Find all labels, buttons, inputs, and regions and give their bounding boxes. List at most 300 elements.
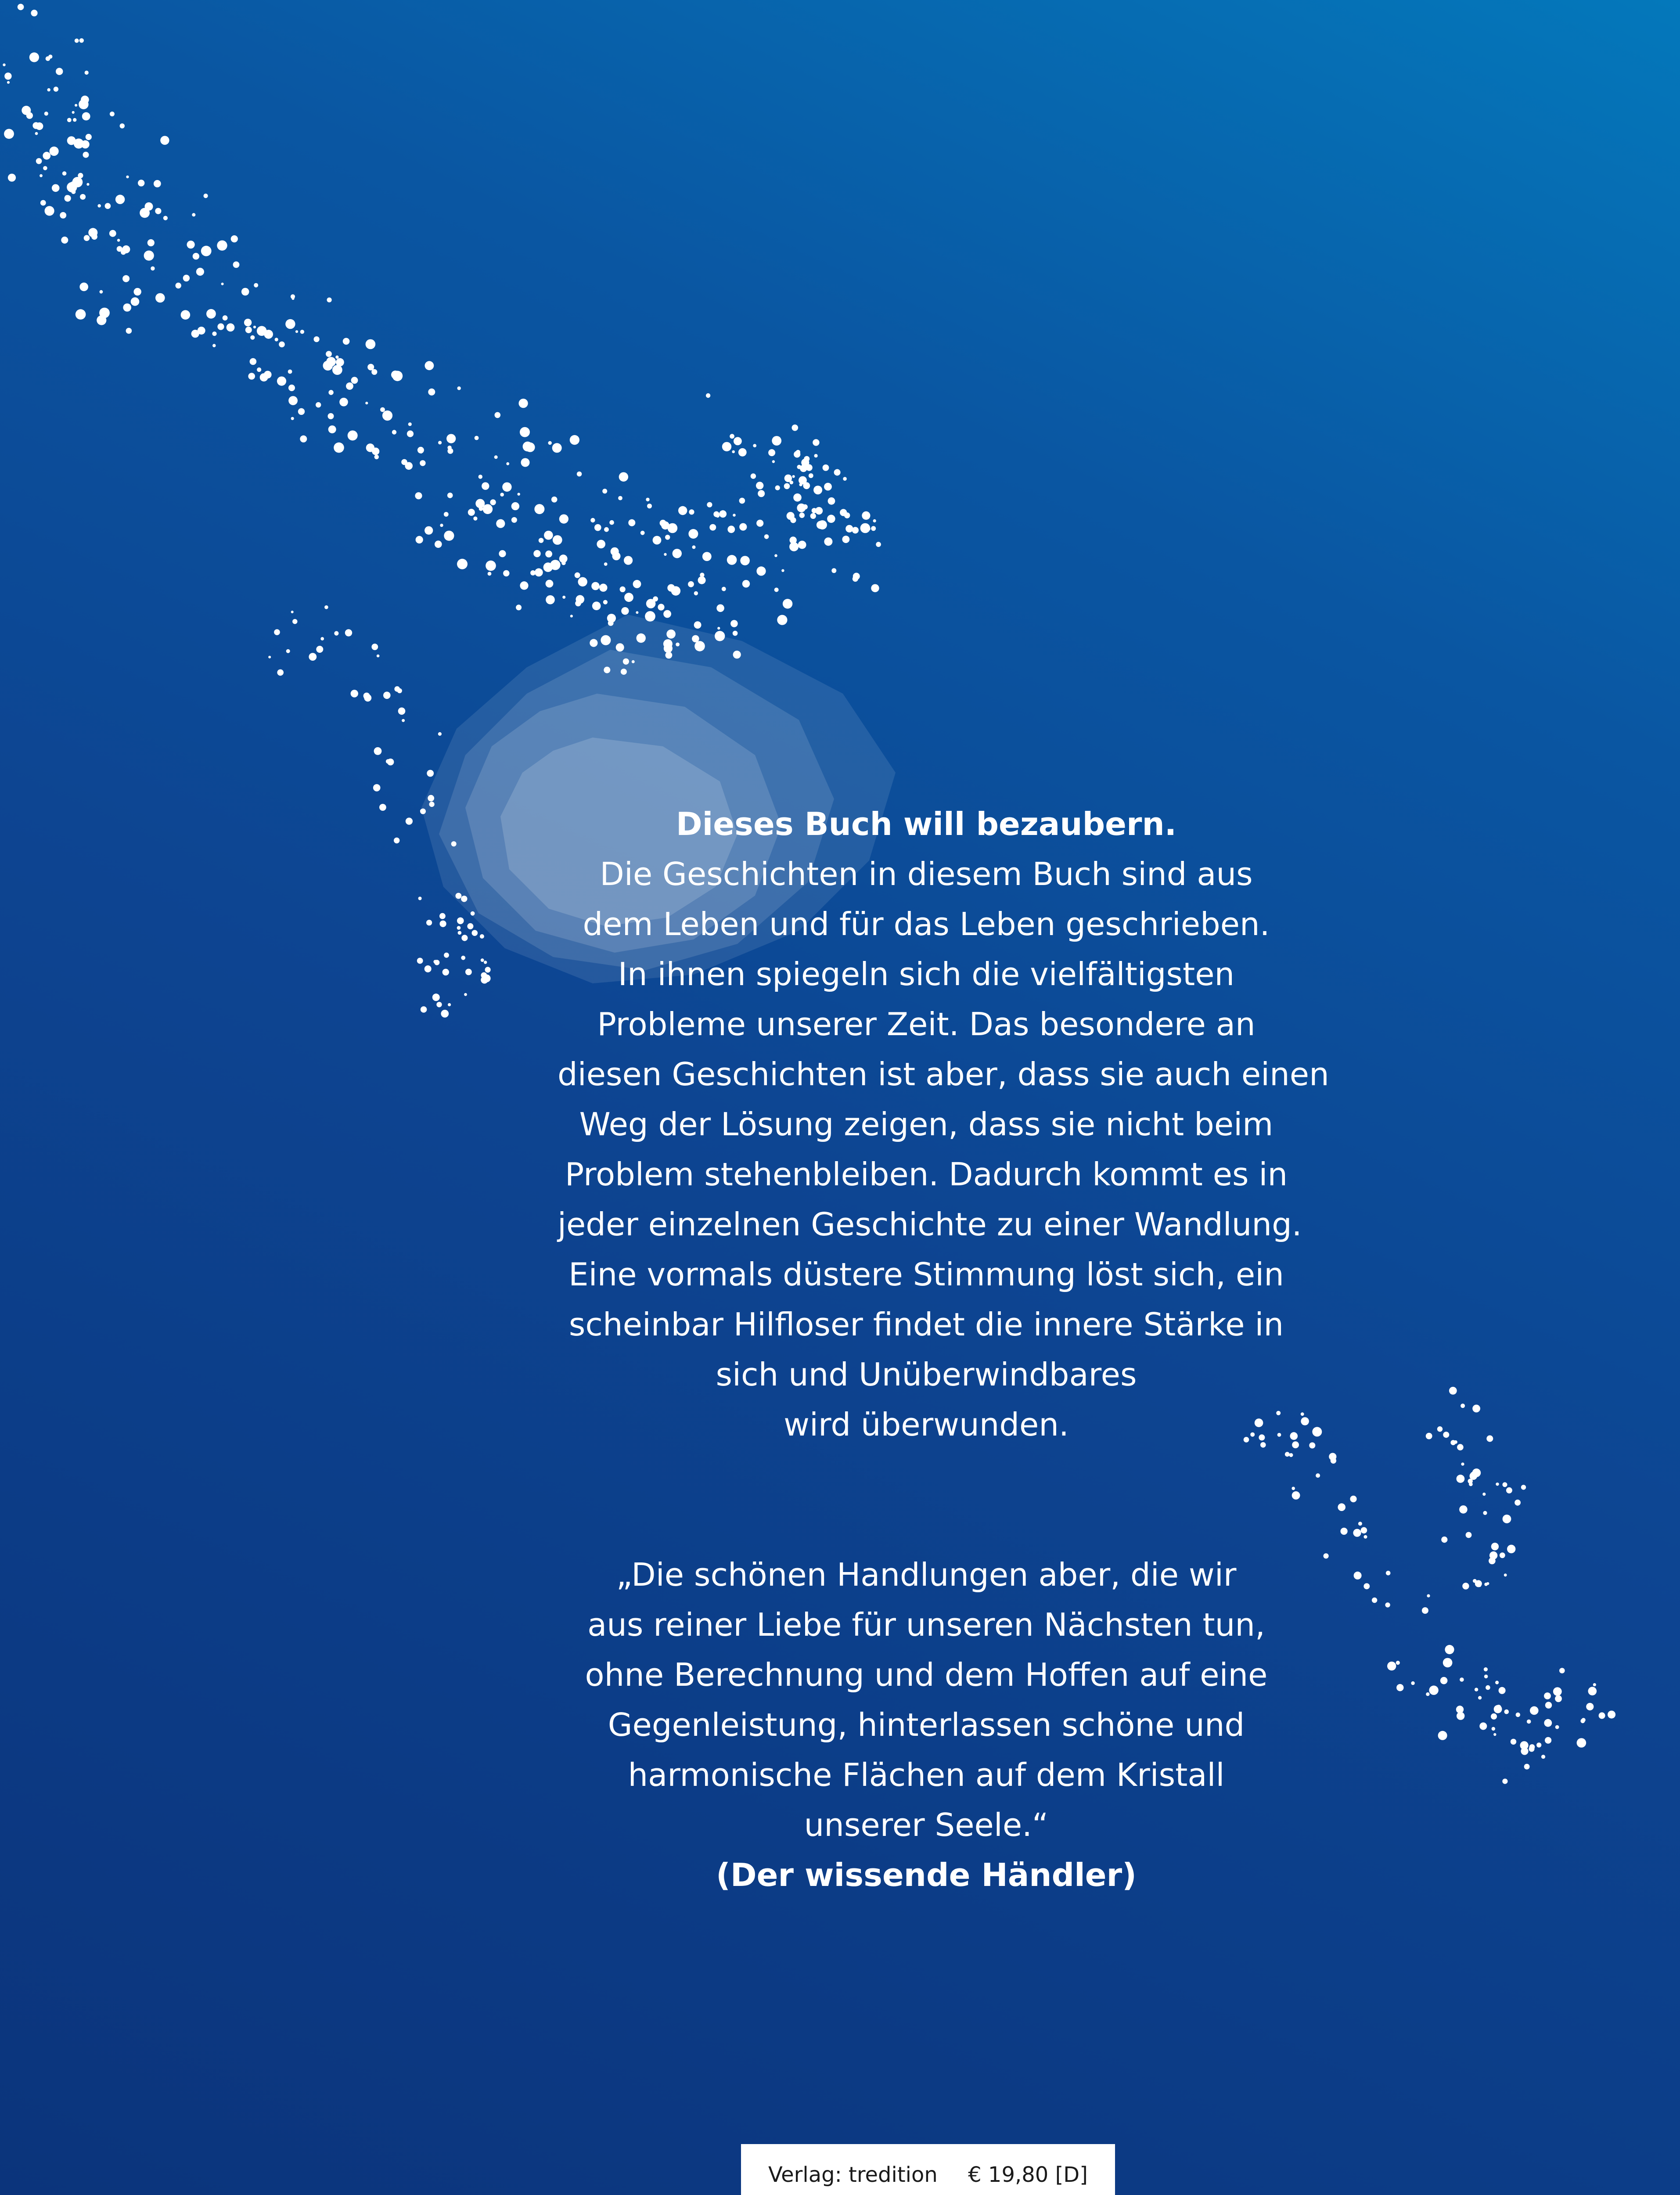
star-dot — [619, 472, 628, 482]
star-dot — [1507, 1545, 1515, 1553]
star-dot — [862, 511, 870, 520]
star-dot — [371, 644, 378, 650]
star-dot — [740, 556, 750, 565]
star-dot — [575, 572, 580, 578]
star-dot — [380, 407, 385, 412]
star-dot — [824, 483, 832, 491]
star-dot — [326, 351, 332, 357]
star-dot — [288, 396, 298, 405]
star-dot — [402, 719, 405, 722]
star-dot — [764, 534, 769, 539]
star-dot — [76, 309, 86, 320]
star-dot — [438, 732, 442, 736]
star-dot — [425, 361, 434, 370]
star-dot — [570, 615, 573, 617]
star-dot — [667, 584, 675, 592]
star-dot — [187, 241, 195, 248]
star-dot — [496, 519, 505, 528]
star-dot — [815, 507, 823, 515]
star-dot — [86, 183, 89, 186]
star-dot — [417, 958, 423, 964]
star-dot — [621, 669, 627, 675]
star-dot — [1461, 1403, 1465, 1408]
star-dot — [738, 448, 747, 457]
star-dot — [221, 283, 224, 285]
star-dot — [408, 422, 412, 426]
star-dot — [364, 694, 371, 702]
star-dot — [1411, 1681, 1414, 1685]
star-dot — [1475, 1688, 1478, 1691]
star-dot — [1454, 1440, 1457, 1444]
star-dot — [448, 1003, 451, 1006]
star-dot — [867, 528, 871, 531]
star-dot — [250, 358, 257, 365]
star-dot — [286, 649, 290, 653]
star-dot — [730, 620, 738, 627]
star-dot — [61, 237, 68, 244]
star-dot — [663, 639, 673, 648]
star-dot — [570, 435, 579, 445]
star-dot — [809, 473, 813, 478]
star-dot — [217, 241, 227, 251]
star-dot — [4, 129, 14, 139]
star-dot — [334, 443, 344, 453]
star-dot — [351, 377, 358, 384]
star-dot — [637, 633, 646, 643]
star-dot — [320, 637, 324, 641]
star-dot — [1496, 1483, 1499, 1486]
star-dot — [201, 246, 212, 256]
star-dot — [65, 195, 69, 200]
quote-line: Gegenleistung, hinterlassen schöne und — [608, 1706, 1245, 1743]
star-dot — [546, 595, 555, 605]
star-dot — [144, 251, 154, 261]
star-dot — [254, 283, 258, 288]
star-dot — [467, 923, 473, 929]
star-dot — [768, 449, 775, 456]
star-dot — [692, 545, 696, 549]
star-dot — [1316, 1473, 1320, 1478]
star-dot — [1289, 1453, 1293, 1457]
star-dot — [700, 573, 704, 577]
star-dot — [876, 542, 881, 547]
star-dot — [233, 262, 240, 268]
star-dot — [257, 367, 261, 372]
star-dot — [1396, 1661, 1400, 1665]
star-dot — [193, 253, 199, 259]
star-dot — [394, 838, 399, 843]
star-dot — [1479, 1723, 1487, 1730]
star-dot — [694, 641, 705, 651]
star-dot — [794, 451, 800, 457]
star-dot — [461, 956, 465, 960]
star-dot — [730, 434, 734, 439]
star-dot — [372, 448, 379, 455]
star-dot — [1449, 1387, 1457, 1395]
star-dot — [1466, 1532, 1472, 1538]
star-dot — [1491, 1543, 1499, 1550]
star-dot — [398, 708, 406, 715]
star-dot — [609, 520, 614, 525]
star-dot — [599, 584, 607, 592]
star-dot — [545, 551, 552, 558]
star-dot — [126, 176, 129, 178]
star-dot — [292, 619, 297, 624]
blurb-line: scheinbar Hilfloser findet die innere Stärke in — [568, 1306, 1284, 1343]
star-dot — [1456, 1706, 1464, 1713]
star-dot — [590, 639, 597, 647]
star-dot — [241, 288, 249, 296]
star-dot — [122, 245, 130, 253]
star-dot — [1457, 1444, 1464, 1450]
star-dot — [75, 39, 79, 43]
star-dot — [500, 493, 504, 497]
star-dot — [343, 338, 350, 345]
star-dot — [798, 541, 806, 549]
star-dot — [647, 504, 652, 508]
star-dot — [231, 235, 238, 242]
star-dot — [50, 147, 59, 156]
star-dot — [1301, 1412, 1304, 1416]
star-dot — [428, 389, 435, 396]
star-dot — [1593, 1683, 1596, 1686]
star-dot — [67, 182, 77, 192]
star-dot — [140, 208, 150, 218]
star-dot — [1486, 1436, 1493, 1442]
star-dot — [789, 542, 799, 551]
star-dot — [511, 502, 519, 510]
star-dot — [1500, 1552, 1505, 1558]
star-dot — [1495, 1681, 1499, 1684]
star-dot — [324, 605, 328, 609]
star-dot — [592, 601, 601, 610]
blurb-text — [558, 799, 1329, 1450]
star-dot — [1516, 1713, 1520, 1717]
quote-line: unserer Seele.“ — [804, 1806, 1049, 1843]
star-dot — [739, 498, 745, 504]
star-dot — [479, 507, 483, 511]
star-dot — [853, 573, 860, 580]
star-dot — [604, 527, 609, 532]
star-dot — [742, 580, 750, 587]
star-dot — [198, 327, 205, 335]
star-dot — [1511, 1739, 1516, 1745]
star-dot — [578, 577, 587, 587]
star-dot — [1577, 1738, 1586, 1748]
star-dot — [1493, 1733, 1496, 1736]
star-dot — [223, 315, 228, 320]
star-dot — [1372, 1598, 1377, 1603]
star-dot — [35, 132, 38, 135]
star-dot — [774, 588, 779, 592]
star-dot — [1503, 1482, 1507, 1487]
star-dot — [1555, 1725, 1559, 1729]
star-dot — [774, 554, 777, 557]
star-dot — [559, 554, 568, 563]
star-dot — [1545, 1737, 1551, 1744]
star-dot — [519, 399, 528, 408]
star-dot — [753, 444, 756, 447]
star-dot — [777, 615, 787, 625]
star-dot — [1354, 1572, 1362, 1580]
star-dot — [275, 338, 278, 341]
star-dot — [783, 599, 792, 608]
star-dot — [192, 213, 195, 216]
star-dot — [438, 441, 442, 444]
star-dot — [490, 499, 496, 505]
star-dot — [624, 593, 633, 602]
star-dot — [387, 759, 394, 766]
star-dot — [734, 437, 742, 446]
star-dot — [831, 568, 836, 573]
star-dot — [26, 112, 33, 119]
star-dot — [1441, 1536, 1447, 1543]
star-dot — [36, 158, 42, 164]
star-dot — [844, 512, 850, 518]
star-dot — [444, 953, 449, 958]
star-dot — [577, 471, 582, 476]
star-dot — [134, 288, 141, 295]
star-dot — [473, 517, 477, 521]
star-dot — [799, 513, 805, 518]
star-dot — [803, 506, 806, 509]
star-dot — [1478, 1584, 1481, 1587]
star-dot — [1396, 1684, 1403, 1691]
star-dot — [520, 581, 528, 590]
star-dot — [1341, 1528, 1348, 1535]
star-dot — [154, 180, 161, 187]
star-dot — [1489, 1558, 1496, 1565]
star-dot — [212, 331, 216, 336]
star-dot — [461, 896, 467, 902]
star-dot — [67, 118, 72, 122]
star-dot — [1429, 1686, 1438, 1695]
star-dot — [8, 174, 16, 182]
star-dot — [434, 960, 439, 965]
star-dot — [428, 795, 434, 802]
star-dot — [1527, 1720, 1531, 1724]
star-dot — [1524, 1764, 1530, 1770]
star-dot — [457, 926, 461, 930]
star-dot — [673, 549, 682, 558]
star-dot — [212, 344, 216, 347]
star-dot — [81, 96, 89, 104]
star-dot — [120, 123, 125, 128]
star-dot — [481, 972, 487, 979]
star-dot — [277, 669, 284, 676]
star-dot — [1331, 1458, 1336, 1464]
star-dot — [326, 357, 336, 367]
star-dot — [440, 524, 443, 527]
star-dot — [122, 275, 130, 282]
star-dot — [1473, 1579, 1477, 1583]
star-dot — [155, 208, 161, 214]
star-dot — [54, 86, 58, 91]
star-dot — [552, 443, 562, 453]
star-dot — [1312, 1427, 1322, 1436]
star-dot — [516, 605, 522, 610]
star-dot — [1530, 1706, 1539, 1715]
star-dot — [834, 469, 841, 476]
star-dot — [420, 460, 425, 466]
star-dot — [478, 475, 482, 479]
star-dot — [451, 841, 457, 846]
star-dot — [666, 652, 673, 659]
star-dot — [603, 600, 608, 605]
star-dot — [176, 283, 181, 288]
star-dot — [80, 194, 86, 200]
star-dot — [85, 71, 89, 75]
star-dot — [628, 519, 635, 526]
star-dot — [664, 553, 666, 556]
star-dot — [1438, 1731, 1447, 1740]
star-dot — [650, 615, 654, 619]
star-dot — [444, 512, 449, 517]
star-dot — [706, 393, 710, 398]
star-dot — [73, 118, 76, 122]
star-dot — [392, 371, 403, 381]
star-dot — [715, 631, 725, 641]
star-dot — [698, 576, 706, 584]
star-dot — [646, 599, 656, 608]
star-dot — [562, 596, 565, 599]
star-dot — [274, 629, 280, 635]
star-dot — [1608, 1711, 1615, 1719]
star-dot — [52, 184, 60, 192]
star-dot — [676, 643, 680, 647]
star-dot — [484, 961, 487, 964]
star-dot — [1506, 1487, 1512, 1493]
star-dot — [663, 610, 671, 618]
star-dot — [702, 552, 712, 561]
star-dot — [751, 473, 756, 479]
star-dot — [817, 521, 825, 529]
star-dot — [1588, 1687, 1597, 1695]
star-dot — [539, 538, 544, 543]
star-dot — [217, 324, 224, 330]
star-dot — [79, 38, 84, 43]
star-dot — [74, 139, 84, 149]
star-dot — [604, 667, 610, 673]
star-dot — [688, 529, 698, 539]
star-dot — [842, 536, 850, 543]
star-dot — [56, 68, 63, 75]
star-dot — [1443, 1432, 1449, 1438]
star-dot — [666, 630, 676, 639]
star-dot — [758, 490, 765, 497]
star-dot — [535, 569, 543, 577]
star-dot — [772, 460, 775, 463]
star-dot — [813, 486, 822, 494]
star-dot — [374, 455, 379, 459]
star-dot — [427, 770, 434, 777]
star-dot — [722, 587, 726, 591]
star-dot — [32, 122, 39, 129]
star-dot — [109, 230, 116, 237]
star-dot — [316, 646, 323, 653]
quote-attribution: (Der wissende Händler) — [716, 1857, 1137, 1893]
star-dot — [481, 958, 484, 962]
star-dot — [1559, 1668, 1565, 1673]
star-dot — [457, 918, 464, 925]
star-dot — [248, 373, 255, 380]
star-dot — [244, 319, 252, 326]
star-dot — [793, 493, 802, 502]
star-dot — [288, 370, 292, 374]
star-dot — [366, 339, 376, 349]
star-dot — [126, 328, 132, 334]
star-dot — [421, 1006, 427, 1013]
star-dot — [732, 450, 735, 453]
star-dot — [1387, 1662, 1396, 1670]
star-dot — [1437, 1426, 1443, 1432]
star-dot — [632, 660, 635, 663]
star-dot — [196, 268, 204, 276]
star-dot — [1504, 1709, 1509, 1714]
star-dot — [392, 430, 396, 434]
star-dot — [801, 459, 809, 467]
star-dot — [790, 517, 796, 523]
quote-line: ohne Berechnung und dem Hoffen auf eine — [585, 1656, 1268, 1693]
star-dot — [646, 498, 649, 501]
star-dot — [1358, 1522, 1362, 1526]
star-dot — [1440, 1677, 1448, 1684]
star-dot — [1386, 1571, 1391, 1576]
star-dot — [147, 239, 155, 246]
star-dot — [309, 653, 317, 661]
star-dot — [1460, 1677, 1464, 1682]
star-dot — [871, 526, 876, 531]
star-dot — [756, 566, 766, 576]
star-dot — [1478, 1696, 1482, 1699]
star-dot — [814, 454, 818, 457]
star-dot — [1482, 1493, 1486, 1496]
star-dot — [327, 298, 332, 302]
star-dot — [1484, 1675, 1488, 1679]
star-dot — [298, 408, 305, 415]
star-cluster-lower-right — [1244, 1387, 1615, 1784]
star-dot — [1422, 1607, 1428, 1614]
star-dot — [597, 540, 605, 549]
star-dot — [285, 319, 295, 329]
star-dot — [499, 550, 506, 557]
star-dot — [72, 111, 75, 114]
star-dot — [722, 442, 731, 451]
star-dot — [1426, 1433, 1432, 1439]
star-dot — [495, 412, 501, 418]
star-dot — [828, 497, 835, 505]
blurb-line: wird überwunden. — [784, 1406, 1069, 1443]
star-dot — [602, 489, 607, 493]
star-dot — [351, 690, 358, 697]
star-dot — [377, 655, 380, 658]
star-dot — [334, 631, 338, 636]
blurb-line: sich und Unüberwindbares — [716, 1356, 1137, 1393]
star-dot — [75, 104, 77, 107]
star-dot — [1461, 1463, 1464, 1466]
star-dot — [803, 482, 810, 489]
star-dot — [1536, 1742, 1541, 1747]
star-dot — [824, 537, 832, 546]
star-dot — [206, 309, 216, 319]
star-dot — [46, 56, 50, 61]
star-dot — [689, 509, 694, 515]
quote-line: aus reiner Liebe für unseren Nächsten tun, — [587, 1606, 1265, 1643]
barcode-box — [741, 2144, 1115, 2195]
star-dot — [163, 216, 168, 220]
star-dot — [694, 591, 698, 595]
star-dot — [79, 283, 88, 291]
